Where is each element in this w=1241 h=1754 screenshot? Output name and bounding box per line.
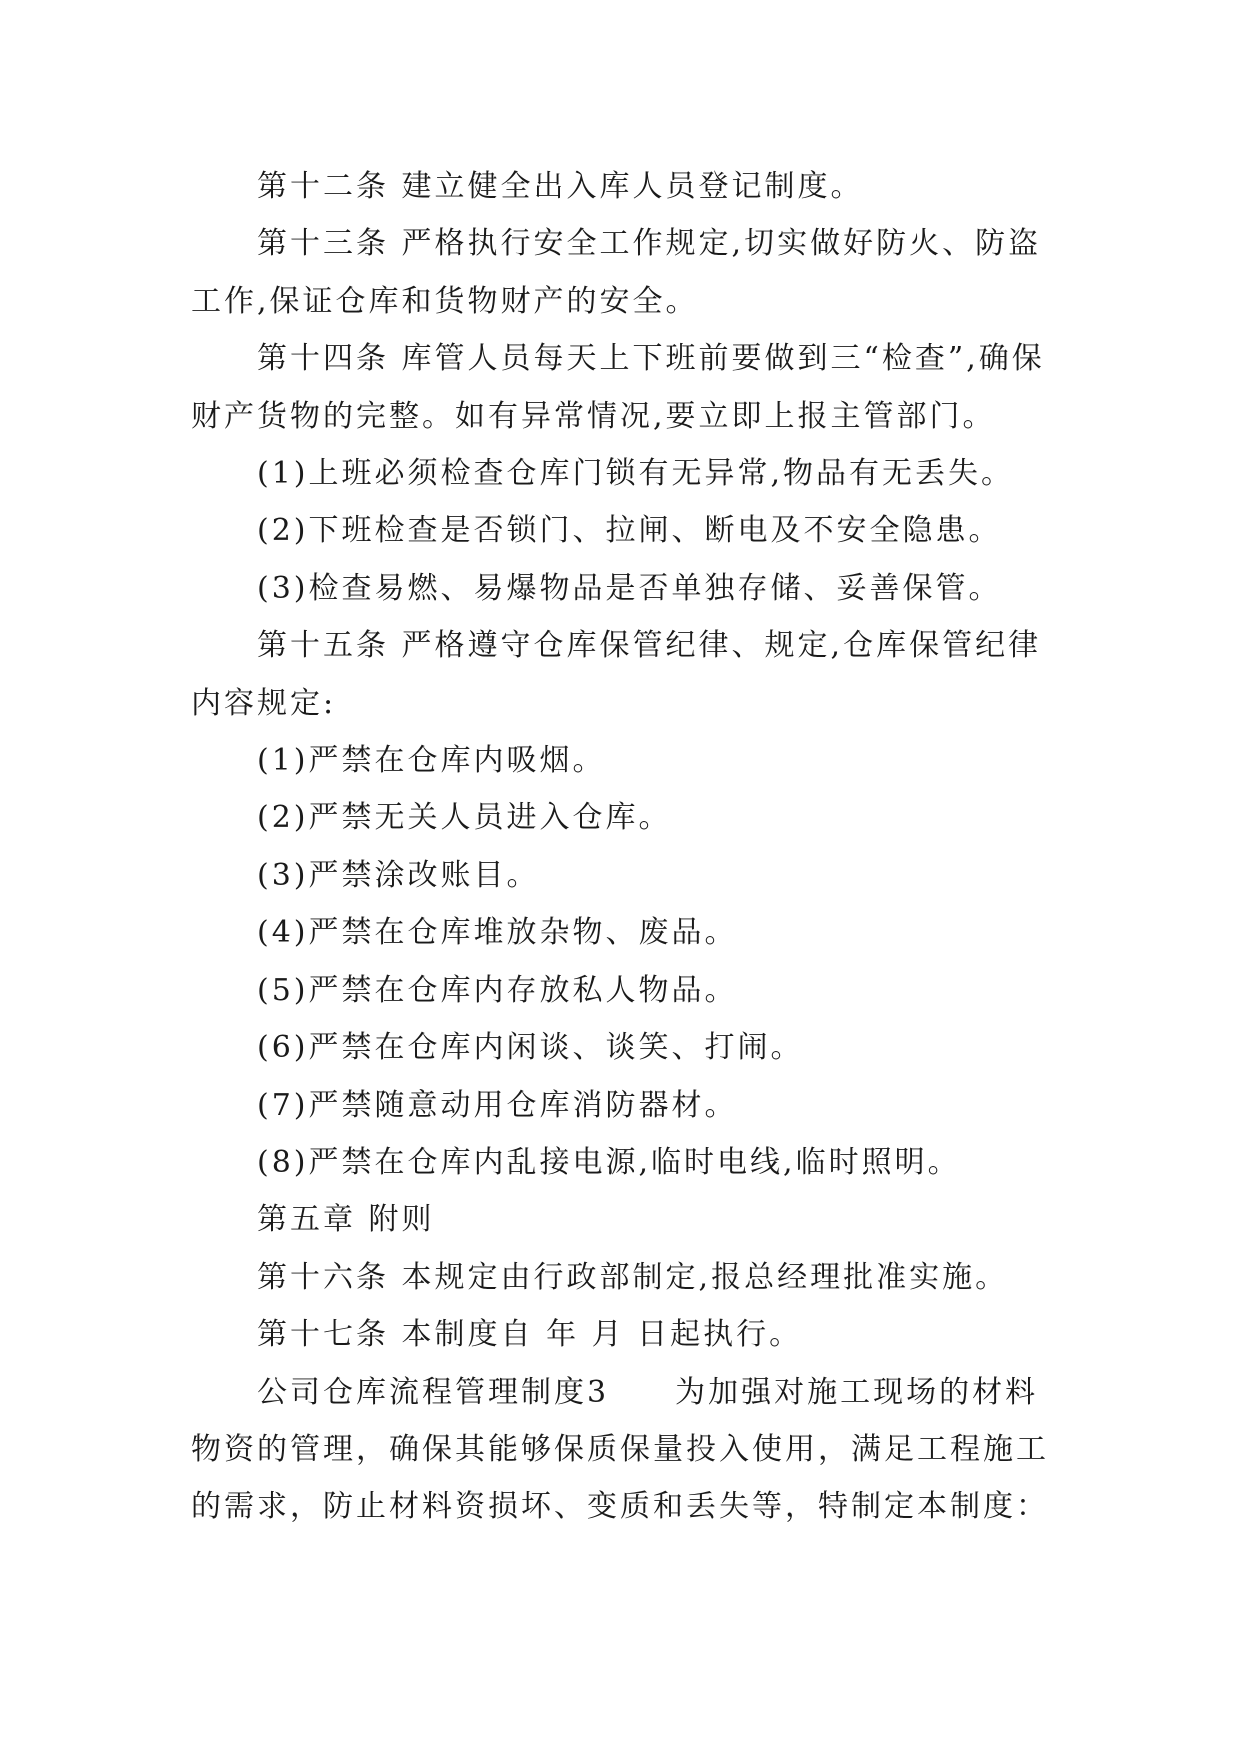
list-item-rule-8: (8)严禁在仓库内乱接电源,临时电线,临时照明。 <box>257 1144 961 1180</box>
list-item-rule-5: (5)严禁在仓库内存放私人物品。 <box>257 972 738 1008</box>
paragraph-article-14: 第十四条 库管人员每天上下班前要做到三“检查”,确保财产货物的完整。如有异常情况,要立即上报主管部门。 <box>191 341 1045 434</box>
list-item-rule-4: (4)严禁在仓库堆放杂物、废品。 <box>257 915 738 951</box>
paragraph-article-17: 第十七条 本制度自 年 月 日起执行。 <box>257 1317 803 1353</box>
paragraph-system-3: 公司仓库流程管理制度3 为加强对施工现场的材料物资的管理，确保其能够保质保量投入使用，满足工程施工的需求，防止材料资损坏、变质和丢失等，特制定本制度： <box>191 1374 1049 1525</box>
chapter-heading: 第五章 附则 <box>257 1202 435 1238</box>
list-item-rule-7: (7)严禁随意动用仓库消防器材。 <box>257 1087 738 1123</box>
paragraph-article-15: 第十五条 严格遵守仓库保管纪律、规定,仓库保管纪律内容规定: <box>191 628 1042 721</box>
list-item-rule-1: (1)严禁在仓库内吸烟。 <box>257 743 606 779</box>
list-item-rule-2: (2)严禁无关人员进入仓库。 <box>257 800 672 836</box>
list-item-check-2: (2)下班检查是否锁门、拉闸、断电及不安全隐患。 <box>257 513 1002 549</box>
list-item-rule-3: (3)严禁涂改账目。 <box>257 857 540 893</box>
paragraph-article-16: 第十六条 本规定由行政部制定,报总经理批准实施。 <box>257 1259 1009 1295</box>
document-body <box>191 158 1066 1536</box>
list-item-check-1: (1)上班必须检查仓库门锁有无异常,物品有无丢失。 <box>257 456 1015 492</box>
paragraph-article-12: 第十二条 建立健全出入库人员登记制度。 <box>257 169 864 204</box>
paragraph-article-13: 第十三条 严格执行安全工作规定,切实做好防火、防盗工作,保证仓库和货物财产的安全。 <box>191 226 1042 319</box>
list-item-rule-6: (6)严禁在仓库内闲谈、谈笑、打闹。 <box>257 1030 804 1066</box>
list-item-check-3: (3)检查易燃、易爆物品是否单独存储、妥善保管。 <box>257 570 1002 606</box>
